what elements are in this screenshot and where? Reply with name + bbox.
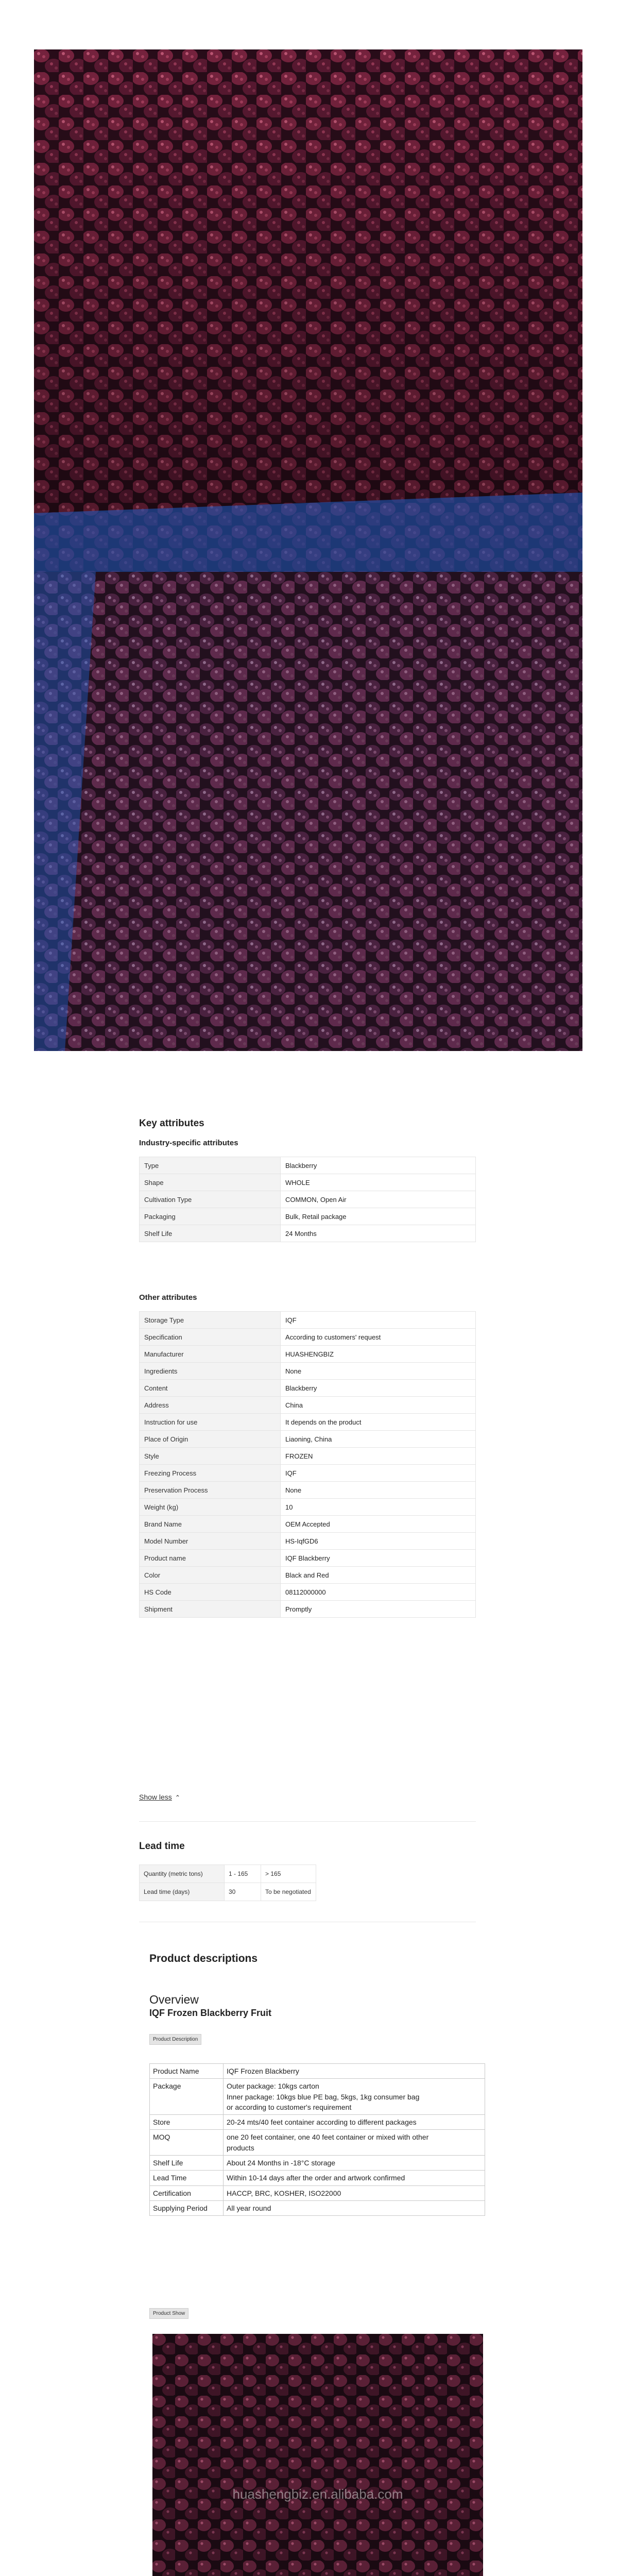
attribute-key: Type <box>140 1157 281 1174</box>
spec-value <box>224 2064 485 2079</box>
attribute-value: FROZEN <box>281 1448 476 1465</box>
attribute-value: HUASHENGBIZ <box>281 1346 476 1363</box>
attribute-key: Manufacturer <box>140 1346 281 1363</box>
spec-key: Store <box>150 2115 224 2130</box>
spec-row <box>150 2200 485 2215</box>
spec-key: Shelf Life <box>150 2156 224 2171</box>
attribute-row <box>140 1499 476 1516</box>
industry-attributes-title: Industry-specific attributes <box>139 1139 238 1147</box>
spec-key: Package <box>150 2079 224 2115</box>
spec-key: Certification <box>150 2185 224 2200</box>
attribute-key: Preservation Process <box>140 1482 281 1499</box>
spec-value <box>224 2130 485 2156</box>
attribute-key: Ingredients <box>140 1363 281 1380</box>
attribute-row <box>140 1516 476 1533</box>
attribute-value: Bulk, Retail package <box>281 1208 476 1225</box>
attribute-row <box>140 1208 476 1225</box>
attribute-row <box>140 1174 476 1191</box>
attribute-row <box>140 1584 476 1601</box>
industry-attributes-table <box>139 1157 476 1242</box>
attribute-key: Place of Origin <box>140 1431 281 1448</box>
spec-row <box>150 2115 485 2130</box>
attribute-key: Model Number <box>140 1533 281 1550</box>
attribute-key: Address <box>140 1397 281 1414</box>
attribute-value: China <box>281 1397 476 1414</box>
spec-value <box>224 2079 485 2115</box>
spec-value-line: All year round <box>227 2204 271 2212</box>
product-show-tag: Product Show <box>149 2308 188 2319</box>
attribute-row <box>140 1329 476 1346</box>
product-photo-1 <box>34 49 582 572</box>
product-description-tag-wrap <box>149 2034 485 2045</box>
spec-value-line: products <box>227 2143 254 2152</box>
attribute-key: HS Code <box>140 1584 281 1601</box>
attribute-value: Liaoning, China <box>281 1431 476 1448</box>
spec-value-line: Within 10-14 days after the order and artwork confirmed <box>227 2174 405 2182</box>
lead-time-key: Quantity (metric tons) <box>140 1865 225 1883</box>
attribute-value: Promptly <box>281 1601 476 1618</box>
show-less-row <box>139 1793 479 1802</box>
other-attributes-table <box>139 1311 476 1618</box>
attribute-value: IQF Blackberry <box>281 1550 476 1567</box>
lead-time-table <box>139 1865 316 1901</box>
attribute-key: Weight (kg) <box>140 1499 281 1516</box>
spec-key: Supplying Period <box>150 2200 224 2215</box>
attribute-row <box>140 1567 476 1584</box>
attribute-row <box>140 1157 476 1174</box>
product-description-tag: Product Description <box>149 2034 201 2045</box>
attribute-value: HS-IqfGD6 <box>281 1533 476 1550</box>
attribute-row <box>140 1465 476 1482</box>
attribute-value: None <box>281 1482 476 1499</box>
attribute-value: It depends on the product <box>281 1414 476 1431</box>
attribute-value: According to customers' request <box>281 1329 476 1346</box>
attribute-key: Packaging <box>140 1208 281 1225</box>
spec-value-line: IQF Frozen Blackberry <box>227 2067 299 2075</box>
overview-block <box>149 1993 485 2019</box>
attribute-key: Product name <box>140 1550 281 1567</box>
attribute-key: Storage Type <box>140 1312 281 1329</box>
attribute-key: Freezing Process <box>140 1465 281 1482</box>
lead-time-row <box>140 1865 316 1883</box>
show-less-link[interactable]: Show less <box>139 1793 172 1801</box>
divider <box>139 1821 476 1822</box>
other-attributes-title: Other attributes <box>139 1293 197 1302</box>
attribute-value: 10 <box>281 1499 476 1516</box>
spec-row <box>150 2171 485 2185</box>
attribute-value: OEM Accepted <box>281 1516 476 1533</box>
attribute-row <box>140 1550 476 1567</box>
product-photo-2 <box>34 572 582 1051</box>
key-attributes-section <box>139 1118 479 1129</box>
spec-key: Product Name <box>150 2064 224 2079</box>
attribute-value: 08112000000 <box>281 1584 476 1601</box>
attribute-key: Color <box>140 1567 281 1584</box>
attribute-key: Brand Name <box>140 1516 281 1533</box>
lead-time-section <box>139 1841 479 1901</box>
product-show-image-1 <box>152 2334 483 2576</box>
lead-time-value: 1 - 165 <box>225 1865 261 1883</box>
attribute-value: COMMON, Open Air <box>281 1191 476 1208</box>
attribute-value: WHOLE <box>281 1174 476 1191</box>
spec-value-line: Outer package: 10kgs carton <box>227 2082 319 2091</box>
attribute-key: Specification <box>140 1329 281 1346</box>
spec-table-wrap <box>149 2063 485 2216</box>
attribute-value: None <box>281 1363 476 1380</box>
spec-value-line: 20-24 mts/40 feet container according to different packages <box>227 2118 417 2127</box>
attribute-value: IQF <box>281 1312 476 1329</box>
spec-value <box>224 2185 485 2200</box>
attribute-key: Shape <box>140 1174 281 1191</box>
attribute-row <box>140 1448 476 1465</box>
spec-value <box>224 2171 485 2185</box>
attribute-row <box>140 1312 476 1329</box>
other-attributes-block <box>139 1293 479 1618</box>
overview-title: Overview <box>149 1993 199 2006</box>
attribute-row <box>140 1431 476 1448</box>
attribute-value: Black and Red <box>281 1567 476 1584</box>
key-attributes-title: Key attributes <box>139 1118 204 1129</box>
attribute-key: Instruction for use <box>140 1414 281 1431</box>
attribute-row <box>140 1346 476 1363</box>
product-descriptions-title <box>149 1953 485 1965</box>
attribute-row <box>140 1601 476 1618</box>
attribute-key: Shelf Life <box>140 1225 281 1242</box>
lead-time-title: Lead time <box>139 1841 185 1852</box>
lead-time-value: 30 <box>225 1883 261 1901</box>
attribute-value: IQF <box>281 1465 476 1482</box>
spec-row <box>150 2185 485 2200</box>
chevron-up-icon[interactable]: ⌃ <box>175 1794 180 1801</box>
attribute-key: Content <box>140 1380 281 1397</box>
spec-row <box>150 2130 485 2156</box>
product-show-tag-wrap <box>149 2308 485 2319</box>
spec-value-line: Inner package: 10kgs blue PE bag, 5kgs, 1kg consumer bag <box>227 2092 420 2101</box>
spec-value-line: HACCP, BRC, KOSHER, ISO22000 <box>227 2189 341 2197</box>
attribute-row <box>140 1414 476 1431</box>
spec-value <box>224 2200 485 2215</box>
product-descriptions-heading: Product descriptions <box>149 1953 258 1964</box>
spec-row <box>150 2079 485 2115</box>
lead-time-key: Lead time (days) <box>140 1883 225 1901</box>
attribute-key: Shipment <box>140 1601 281 1618</box>
attribute-value: Blackberry <box>281 1380 476 1397</box>
spec-key: MOQ <box>150 2130 224 2156</box>
spec-value <box>224 2156 485 2171</box>
spec-value-line: About 24 Months in -18°C storage <box>227 2159 336 2167</box>
attribute-row <box>140 1225 476 1242</box>
spec-row <box>150 2064 485 2079</box>
attribute-row <box>140 1482 476 1499</box>
attribute-row <box>140 1397 476 1414</box>
attribute-row <box>140 1533 476 1550</box>
attribute-key: Style <box>140 1448 281 1465</box>
watermark-text: huashengbiz.en.alibaba.com <box>232 2486 403 2502</box>
attribute-value: Blackberry <box>281 1157 476 1174</box>
attribute-key: Cultivation Type <box>140 1191 281 1208</box>
spec-key: Lead Time <box>150 2171 224 2185</box>
lead-time-value: To be negotiated <box>261 1883 316 1901</box>
lead-time-value: > 165 <box>261 1865 316 1883</box>
spec-value-line: or according to customer's requirement <box>227 2103 352 2111</box>
spec-table <box>149 2063 485 2216</box>
spec-value-line: one 20 feet container, one 40 feet container or mixed with other <box>227 2133 429 2142</box>
spec-value <box>224 2115 485 2130</box>
industry-attributes-block <box>139 1139 479 1242</box>
attribute-row <box>140 1363 476 1380</box>
attribute-row <box>140 1191 476 1208</box>
spec-row <box>150 2156 485 2171</box>
overview-subtitle: IQF Frozen Blackberry Fruit <box>149 2008 272 2018</box>
attribute-value: 24 Months <box>281 1225 476 1242</box>
attribute-row <box>140 1380 476 1397</box>
lead-time-row <box>140 1883 316 1901</box>
